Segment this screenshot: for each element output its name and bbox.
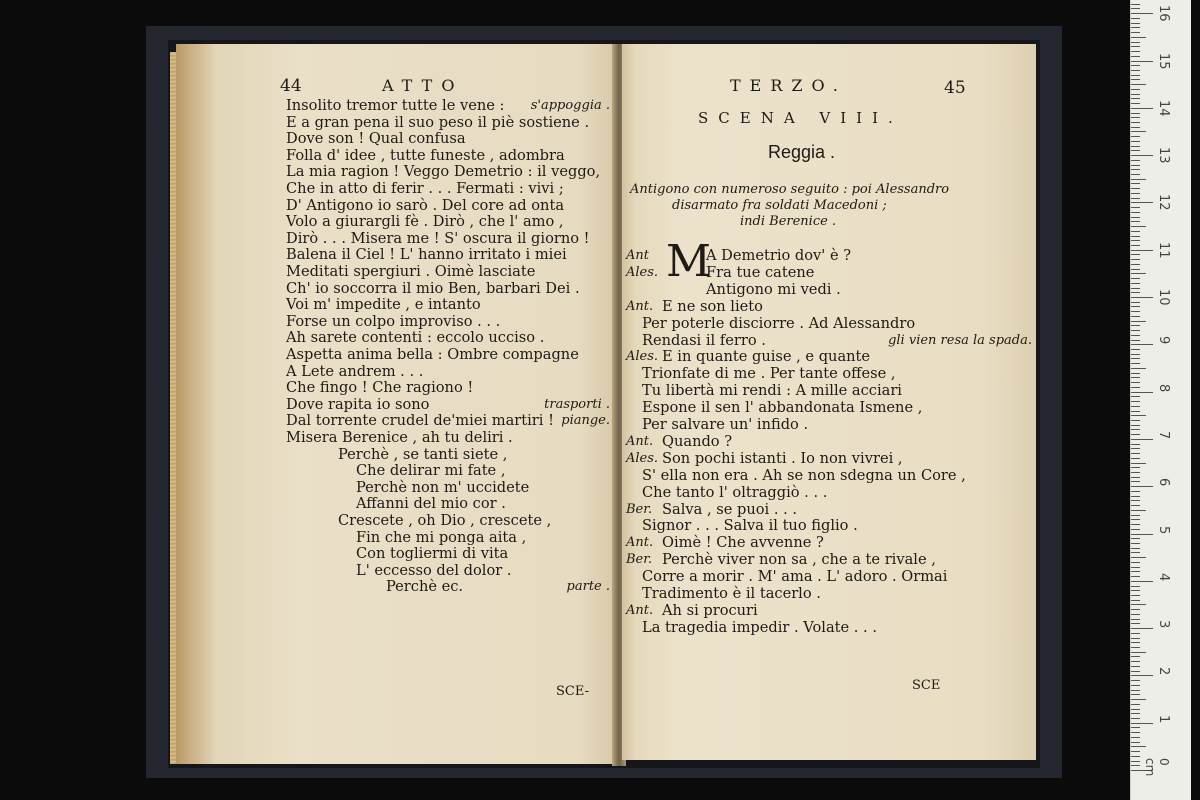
ruler-tick xyxy=(1131,259,1140,260)
ruler-tick xyxy=(1131,727,1140,728)
ruler-tick xyxy=(1131,439,1153,440)
ruler-tick xyxy=(1131,496,1140,497)
speaker-label: Ales. xyxy=(626,264,659,280)
ruler-tick xyxy=(1131,472,1140,473)
ruler-tick xyxy=(1131,273,1146,274)
scene-heading: SCENA VIII. xyxy=(698,109,903,127)
text-line: Quando ? xyxy=(662,432,733,450)
right-catchword: SCE xyxy=(912,678,941,693)
ruler-unit-label: 0 cm xyxy=(1143,758,1171,777)
ruler-tick xyxy=(1131,131,1146,132)
left-page xyxy=(176,44,616,764)
text-line: E a gran pena il suo peso il piè sostiene . xyxy=(286,113,590,131)
speaker-label: Ales. xyxy=(626,349,659,365)
ruler-tick xyxy=(1131,481,1140,482)
text-line: Tu libertà mi rendi : A mille acciari xyxy=(642,382,902,400)
ruler-number: 11 xyxy=(1156,241,1171,259)
ruler-tick xyxy=(1131,510,1146,511)
ruler-tick xyxy=(1131,254,1140,255)
text-line: Ch' io soccorra il mio Ben, barbari Dei . xyxy=(286,279,580,297)
speaker-label: Ber. xyxy=(626,501,653,517)
ruler-tick xyxy=(1131,236,1140,237)
ruler-tick xyxy=(1131,155,1153,156)
ruler-tick xyxy=(1131,619,1140,620)
ruler-tick xyxy=(1131,94,1140,95)
ruler-tick xyxy=(1131,411,1140,412)
ruler-tick xyxy=(1131,146,1140,147)
ruler-tick xyxy=(1131,453,1140,454)
ruler-tick xyxy=(1131,330,1140,331)
ruler-tick xyxy=(1131,685,1140,686)
setting-title: Reggia . xyxy=(768,142,836,162)
ruler-tick xyxy=(1131,141,1140,142)
ruler-tick xyxy=(1131,765,1140,766)
ruler-tick xyxy=(1131,226,1146,227)
ruler-tick xyxy=(1131,32,1140,33)
text-line: Che fingo ! Che ragiono ! xyxy=(286,379,474,397)
ruler-tick xyxy=(1131,623,1140,624)
ruler-tick xyxy=(1131,75,1140,76)
ruler-tick xyxy=(1131,207,1140,208)
stage-note: s'appoggia . xyxy=(530,98,610,113)
ruler-tick xyxy=(1131,709,1140,710)
ruler-tick xyxy=(1131,519,1140,520)
ruler-tick xyxy=(1131,396,1140,397)
ruler-tick xyxy=(1131,278,1140,279)
ruler-tick xyxy=(1131,231,1140,232)
text-line: A Demetrio dov' è ? xyxy=(706,247,852,264)
ruler-tick xyxy=(1131,732,1140,733)
stage-direction-line-3: indi Berenice . xyxy=(740,214,837,229)
ruler-number: 16 xyxy=(1156,5,1171,22)
ruler-tick xyxy=(1131,671,1140,672)
ruler-tick xyxy=(1131,8,1140,9)
ruler-tick xyxy=(1131,373,1140,374)
ruler-tick xyxy=(1131,675,1153,676)
text-line: Espone il sen l' abbandonata Ismene , xyxy=(642,399,923,417)
ruler-tick xyxy=(1131,46,1140,47)
ruler-tick xyxy=(1131,534,1153,535)
ruler-number: 4 xyxy=(1156,572,1171,582)
text-line: Per salvare un' infido . xyxy=(642,416,809,433)
ruler-tick xyxy=(1131,188,1140,189)
text-line: Fin che mi ponga aita , xyxy=(356,528,527,546)
ruler-tick xyxy=(1131,165,1140,166)
text-line: Dove rapita io sono xyxy=(286,395,430,413)
stage-direction-line-1: Antigono con numeroso seguito : poi Alessandro xyxy=(630,182,950,197)
ruler-tick xyxy=(1131,486,1153,487)
ruler-tick xyxy=(1131,264,1140,265)
ruler-tick xyxy=(1131,756,1140,757)
ruler-tick xyxy=(1131,638,1140,639)
ruler-tick xyxy=(1131,742,1140,743)
left-catchword: SCE- xyxy=(556,684,589,699)
ruler-tick xyxy=(1131,382,1140,383)
ruler-tick xyxy=(1131,37,1146,38)
ruler-tick xyxy=(1131,477,1140,478)
ruler-tick xyxy=(1131,335,1140,336)
ruler-tick xyxy=(1131,4,1140,5)
ruler-tick xyxy=(1131,704,1140,705)
ruler-tick xyxy=(1131,250,1153,251)
ruler-tick xyxy=(1131,434,1140,435)
ruler-tick xyxy=(1131,713,1140,714)
right-running-head: TERZO. xyxy=(730,76,847,95)
ruler-tick xyxy=(1131,515,1140,516)
speaker-label: Ant. xyxy=(626,433,654,449)
stage-note: piange. xyxy=(561,413,610,429)
text-line: Tradimento è il tacerlo . xyxy=(642,585,821,602)
text-line: S' ella non era . Ah se non sdegna un Core , xyxy=(642,466,966,484)
ruler-tick xyxy=(1131,557,1146,558)
ruler-tick xyxy=(1131,737,1140,738)
text-line: Dirò . . . Misera me ! S' oscura il giorno ! xyxy=(286,229,590,247)
ruler-tick xyxy=(1131,562,1140,563)
text-line: D' Antigono io sarò . Del core ad onta xyxy=(286,196,565,214)
ruler-tick xyxy=(1131,302,1140,303)
ruler-tick xyxy=(1131,656,1140,657)
ruler-number: 5 xyxy=(1156,525,1171,534)
stage-direction-line-2: disarmato fra soldati Macedoni ; xyxy=(672,198,887,213)
ruler-tick xyxy=(1131,387,1140,388)
ruler-number: 15 xyxy=(1156,52,1171,70)
ruler-number: 14 xyxy=(1156,99,1171,117)
ruler-tick xyxy=(1131,297,1153,298)
ruler-tick xyxy=(1131,647,1140,648)
ruler-tick xyxy=(1131,98,1140,99)
ruler-tick xyxy=(1131,183,1140,184)
stage-note: gli vien resa la spada. xyxy=(888,332,1032,348)
stage-note: trasporti . xyxy=(544,396,610,412)
text-line: Misera Berenice , ah tu deliri . xyxy=(286,429,513,446)
ruler-tick xyxy=(1131,193,1140,194)
ruler-tick xyxy=(1131,321,1146,322)
ruler-tick xyxy=(1131,666,1140,667)
text-line: Che in atto di ferir . . . Fermati : vivi ; xyxy=(286,180,564,197)
text-line: La mia ragion ! Veggo Demetrio : il veggo, xyxy=(286,163,601,181)
ruler-number: 1 xyxy=(1156,714,1171,723)
stage-note: parte . xyxy=(566,579,610,595)
ruler-tick xyxy=(1131,198,1140,199)
ruler-tick xyxy=(1131,42,1140,43)
ruler-tick xyxy=(1131,406,1140,407)
ruler-tick xyxy=(1131,652,1146,653)
ruler-tick xyxy=(1131,723,1153,724)
ruler-number: 3 xyxy=(1156,620,1171,629)
ruler-tick xyxy=(1131,89,1140,90)
ruler-tick xyxy=(1131,84,1146,85)
ruler-tick xyxy=(1131,567,1140,568)
ruler-tick xyxy=(1131,600,1140,601)
ruler-number: 9 xyxy=(1156,336,1171,345)
ruler-tick xyxy=(1131,150,1140,151)
ruler-tick xyxy=(1131,609,1140,610)
ruler-tick xyxy=(1131,590,1140,591)
ruler-tick xyxy=(1131,113,1140,114)
text-line: Perchè ec. xyxy=(386,578,464,596)
text-line: E ne son lieto xyxy=(662,297,763,315)
ruler-tick xyxy=(1131,61,1153,62)
ruler-tick xyxy=(1131,103,1140,104)
ruler-tick xyxy=(1131,746,1146,747)
text-line: Dove son ! Qual confusa xyxy=(286,130,466,148)
text-line: Perchè viver non sa , che a te rivale , xyxy=(662,551,936,569)
ruler-tick xyxy=(1131,311,1140,312)
text-line: La tragedia impedir . Volate . . . xyxy=(642,618,877,636)
ruler-number: 10 xyxy=(1156,289,1171,306)
ruler-tick xyxy=(1131,122,1140,123)
ruler-tick xyxy=(1131,524,1140,525)
ruler-tick xyxy=(1131,169,1140,170)
text-line: Son pochi istanti . Io non vivrei , xyxy=(662,449,903,467)
text-line: Che delirar mi fate , xyxy=(356,462,506,480)
ruler-tick xyxy=(1131,179,1146,180)
ruler-tick xyxy=(1131,576,1140,577)
text-line: Ah sarete contenti : eccolo ucciso . xyxy=(286,329,545,347)
ruler-tick xyxy=(1131,420,1140,421)
ruler-tick xyxy=(1131,136,1140,137)
ruler-tick xyxy=(1131,23,1140,24)
left-page-number: 44 xyxy=(280,76,302,96)
ruler-tick xyxy=(1131,529,1140,530)
text-line: Che tanto l' oltraggiò . . . xyxy=(642,483,828,501)
ruler-tick xyxy=(1131,221,1140,222)
text-line: E in quante guise , e quante xyxy=(662,348,871,366)
ruler-tick xyxy=(1131,325,1140,326)
ruler-number: 8 xyxy=(1156,383,1171,392)
ruler-number: 7 xyxy=(1156,430,1171,440)
text-line: Voi m' impedite , e intanto xyxy=(286,296,481,314)
text-line: Forse un colpo improviso . . . xyxy=(286,312,501,330)
ruler-tick xyxy=(1131,586,1140,587)
text-line: Rendasi il ferro . xyxy=(642,331,766,349)
ruler-tick xyxy=(1131,604,1146,605)
ruler-tick xyxy=(1131,463,1146,464)
text-line: Balena il Ciel ! L' hanno irritato i miei xyxy=(286,246,567,264)
ruler-number: 13 xyxy=(1156,147,1171,164)
ruler-tick xyxy=(1131,27,1140,28)
right-page-number: 45 xyxy=(944,78,966,98)
text-line: Crescete , oh Dio , crescete , xyxy=(338,512,552,529)
text-line: Insolito tremor tutte le vene : xyxy=(286,97,505,114)
ruler-tick xyxy=(1131,505,1140,506)
ruler-tick xyxy=(1131,458,1140,459)
ruler-tick xyxy=(1131,467,1140,468)
ruler-tick xyxy=(1131,51,1140,52)
measurement-ruler xyxy=(1130,0,1191,800)
ruler-tick xyxy=(1131,240,1140,241)
ruler-tick xyxy=(1131,70,1140,71)
ruler-tick xyxy=(1131,79,1140,80)
text-line: Affanni del mio cor . xyxy=(356,495,506,513)
ruler-tick xyxy=(1131,448,1140,449)
ruler-tick xyxy=(1131,491,1140,492)
ruler-tick xyxy=(1131,751,1140,752)
text-line: Oimè ! Che avvenne ? xyxy=(662,534,824,552)
ruler-tick xyxy=(1131,288,1140,289)
speaker-label: Ant. xyxy=(626,602,654,618)
text-line: Signor . . . Salva il tuo figlio . xyxy=(642,517,858,535)
ruler-tick xyxy=(1131,316,1140,317)
ruler-tick xyxy=(1131,358,1140,359)
speaker-label: Ant. xyxy=(626,298,654,314)
ruler-tick xyxy=(1131,661,1140,662)
ruler-tick xyxy=(1131,363,1140,364)
ruler-tick xyxy=(1131,344,1153,345)
ruler-tick xyxy=(1131,680,1140,681)
ruler-tick xyxy=(1131,718,1140,719)
ruler-tick xyxy=(1131,690,1140,691)
ruler-number: 6 xyxy=(1156,478,1171,487)
ruler-tick xyxy=(1131,538,1140,539)
text-line: Fra tue catene xyxy=(706,263,815,281)
speaker-label: Ber. xyxy=(626,552,653,568)
ruler-tick xyxy=(1131,117,1140,118)
ruler-tick xyxy=(1131,628,1153,629)
text-line: Per poterle disciorre . Ad Alessandro xyxy=(642,314,916,332)
ruler-tick xyxy=(1131,642,1140,643)
ruler-tick xyxy=(1131,595,1140,596)
text-line: Trionfate di me . Per tante offese , xyxy=(642,365,896,383)
ruler-tick xyxy=(1131,614,1140,615)
text-line: L' eccesso del dolor . xyxy=(356,561,512,579)
text-line: Volo a giurargli fè . Dirò , che l' amo , xyxy=(286,213,564,231)
text-line: A Lete andrem . . . xyxy=(286,362,424,380)
text-line: Perchè non m' uccidete xyxy=(356,478,530,496)
ruler-tick xyxy=(1131,429,1140,430)
ruler-tick xyxy=(1131,269,1140,270)
text-line: Ah si procuri xyxy=(662,601,758,619)
ruler-tick xyxy=(1131,13,1153,14)
ruler-tick xyxy=(1131,581,1153,582)
ruler-tick xyxy=(1131,761,1140,762)
ruler-tick xyxy=(1131,392,1153,393)
drop-cap: M xyxy=(666,236,712,287)
speaker-label: Ant. xyxy=(626,535,654,551)
text-line: Con togliermi di vita xyxy=(356,545,509,563)
right-page xyxy=(622,44,1036,760)
ruler-tick xyxy=(1131,292,1140,293)
ruler-tick xyxy=(1131,349,1140,350)
ruler-tick xyxy=(1131,283,1140,284)
ruler-tick xyxy=(1131,401,1140,402)
speaker-label: Ales. xyxy=(626,450,659,466)
text-line: Perchè , se tanti siete , xyxy=(338,445,508,463)
ruler-tick xyxy=(1131,160,1140,161)
speaker-label: Ant xyxy=(626,248,649,263)
ruler-tick xyxy=(1131,444,1140,445)
ruler-tick xyxy=(1131,552,1140,553)
ruler-tick xyxy=(1131,245,1140,246)
ruler-tick xyxy=(1131,340,1140,341)
ruler-tick xyxy=(1131,202,1153,203)
text-line: Folla d' idee , tutte funeste , adombra xyxy=(286,146,565,164)
ruler-tick xyxy=(1131,425,1140,426)
ruler-number: 12 xyxy=(1156,194,1171,211)
ruler-number: 2 xyxy=(1156,667,1171,676)
ruler-tick xyxy=(1131,354,1140,355)
ruler-tick xyxy=(1131,548,1140,549)
ruler-tick xyxy=(1131,377,1140,378)
ruler-tick xyxy=(1131,56,1140,57)
ruler-tick xyxy=(1131,174,1140,175)
ruler-tick xyxy=(1131,699,1146,700)
text-line: Salva , se puoi . . . xyxy=(662,500,798,518)
ruler-tick xyxy=(1131,500,1140,501)
ruler-tick xyxy=(1131,18,1140,19)
text-line: Dal torrente crudel de'miei martiri ! xyxy=(286,412,554,430)
ruler-tick xyxy=(1131,306,1140,307)
ruler-tick xyxy=(1131,217,1140,218)
ruler-tick xyxy=(1131,108,1153,109)
ruler-tick xyxy=(1131,368,1146,369)
text-line: Antigono mi vedi . xyxy=(706,280,841,298)
ruler-tick xyxy=(1131,415,1146,416)
ruler-tick xyxy=(1131,543,1140,544)
text-line: Corre a morir . M' ama . L' adoro . Ormai xyxy=(642,568,948,586)
text-line: Meditati spergiuri . Oimè lasciate xyxy=(286,263,536,280)
ruler-tick xyxy=(1131,212,1140,213)
ruler-tick xyxy=(1131,694,1140,695)
ruler-tick xyxy=(1131,571,1140,572)
text-line: Aspetta anima bella : Ombre compagne xyxy=(286,346,579,363)
ruler-tick xyxy=(1131,65,1140,66)
left-running-head: ATTO xyxy=(382,76,464,95)
ruler-tick xyxy=(1131,127,1140,128)
ruler-tick xyxy=(1131,633,1140,634)
